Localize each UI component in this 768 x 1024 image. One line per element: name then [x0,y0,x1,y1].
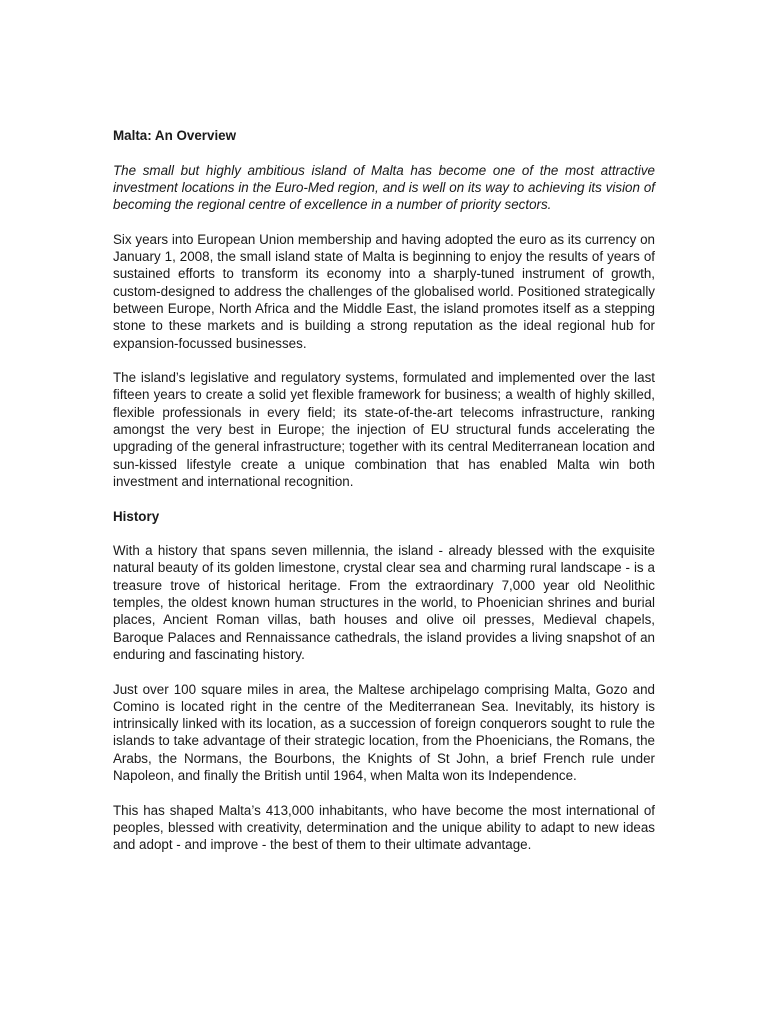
document-page [113,127,655,871]
intro-paragraph: The small but highly ambitious island of Malta has become one of the most attractive investment locations in the Euro-Med region, and is well on its way to achieving its vision of becoming the regional centre of excellence in a number of priority sectors. [113,162,655,213]
overview-paragraph-2: The island’s legislative and regulatory systems, formulated and implemented over the last fifteen years to create a solid yet flexible framework for business; a wealth of highly skilled, flexible professionals in every field; its state-of-the-art telecoms infrastructure, ranking amongst the very best in Europe; the injection of EU structural funds accelerating the upgrading of the general infrastructure; together with its central Mediterranean location and sun-kissed lifestyle create a unique combination that has enabled Malta win both investment and international recognition. [113,370,655,489]
history-paragraph-1: With a history that spans seven millennia, the island - already blessed with the exquisite natural beauty of its golden limestone, crystal clear sea and charming rural landscape - is a treasure trove of historical heritage. From the extraordinary 7,000 year old Neolithic temples, the oldest known human structures in the world, to Phoenician shrines and burial places, Ancient Roman villas, bath houses and olive oil presses, Medieval chapels, Baroque Palaces and Rennaissance cathedrals, the island provides a living snapshot of an enduring and fascinating history. [113,543,655,662]
overview-paragraph-1: Six years into European Union membership and having adopted the euro as its currency on January 1, 2008, the small island state of Malta is beginning to enjoy the results of years of sustained efforts to transform its economy into a sharply-tuned instrument of growth, custom-designed to address the challenges of the globalised world. Positioned strategically between Europe, North Africa and the Middle East, the island promotes itself as a stepping stone to these markets and is building a strong reputation as the ideal regional hub for expansion-focussed businesses. [113,231,655,351]
history-paragraph-2: Just over 100 square miles in area, the Maltese archipelago comprising Malta, Gozo and Comino is located right in the centre of the Mediterranean Sea. Inevitably, its history is intrinsically linked with its location, as a succession of foreign conquerors sought to rule the islands to take advantage of their strategic location, from the Phoenicians, the Romans, the Arabs, the Normans, the Bourbons, the Knights of St John, a brief French rule under Napoleon, and finally the British until 1964, when Malta won its Independence. [113,681,655,783]
history-paragraph-3: This has shaped Malta’s 413,000 inhabitants, who have become the most international of peoples, blessed with creativity, determination and the unique ability to adapt to new ideas and adopt - and improve - the best of them to their ultimate advantage. [113,802,655,853]
history-heading: History [113,508,160,524]
document-title: Malta: An Overview [113,128,237,143]
